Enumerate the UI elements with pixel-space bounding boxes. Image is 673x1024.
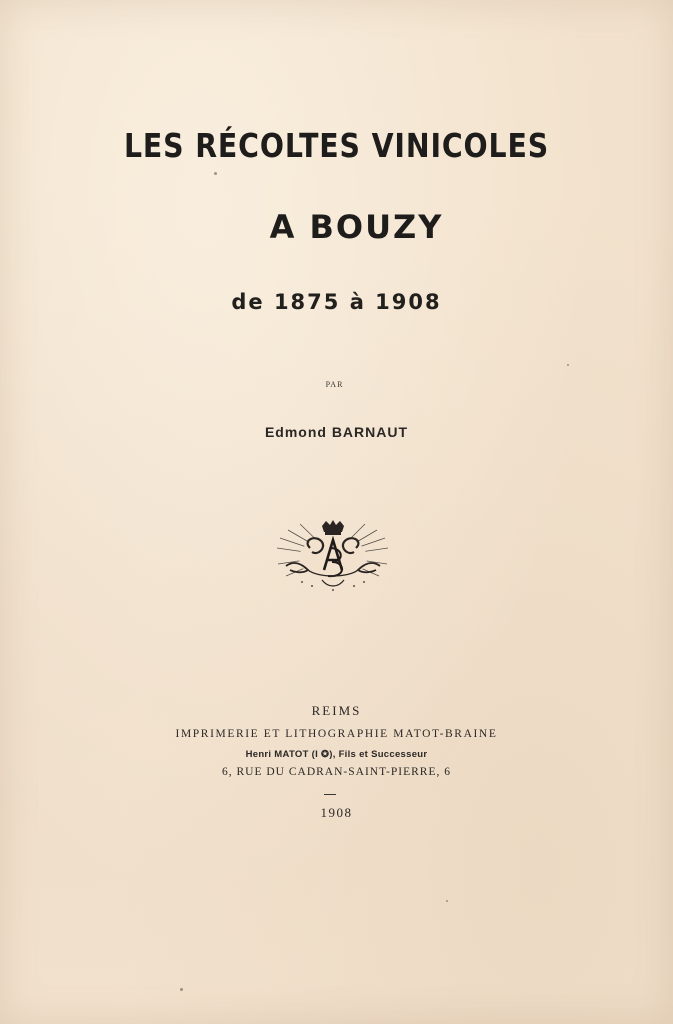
imprint-address: 6, RUE DU CADRAN-SAINT-PIERRE, 6: [222, 766, 451, 778]
paper-speck: [214, 172, 217, 175]
title-line-2: A BOUZY: [269, 208, 444, 246]
divider-rule: [324, 794, 336, 795]
imprint-city: REIMS: [311, 703, 362, 718]
paper-speck: [446, 900, 448, 902]
by-label: PAR: [325, 380, 344, 389]
paper-speck: [567, 364, 569, 366]
imprint-successor: Henri MATOT (I ✪), Fils et Successeur: [245, 749, 428, 760]
author-name: Edmond BARNAUT: [264, 424, 409, 440]
title-line-1: LES RÉCOLTES VINICOLES: [123, 126, 550, 165]
title-date-range: de 1875 à 1908: [231, 290, 442, 314]
printer-ornament-icon: [272, 518, 394, 594]
publication-year: 1908: [320, 805, 353, 820]
imprint-printer: IMPRIMERIE ET LITHOGRAPHIE MATOT-BRAINE: [175, 728, 498, 740]
paper-speck: [180, 988, 183, 991]
